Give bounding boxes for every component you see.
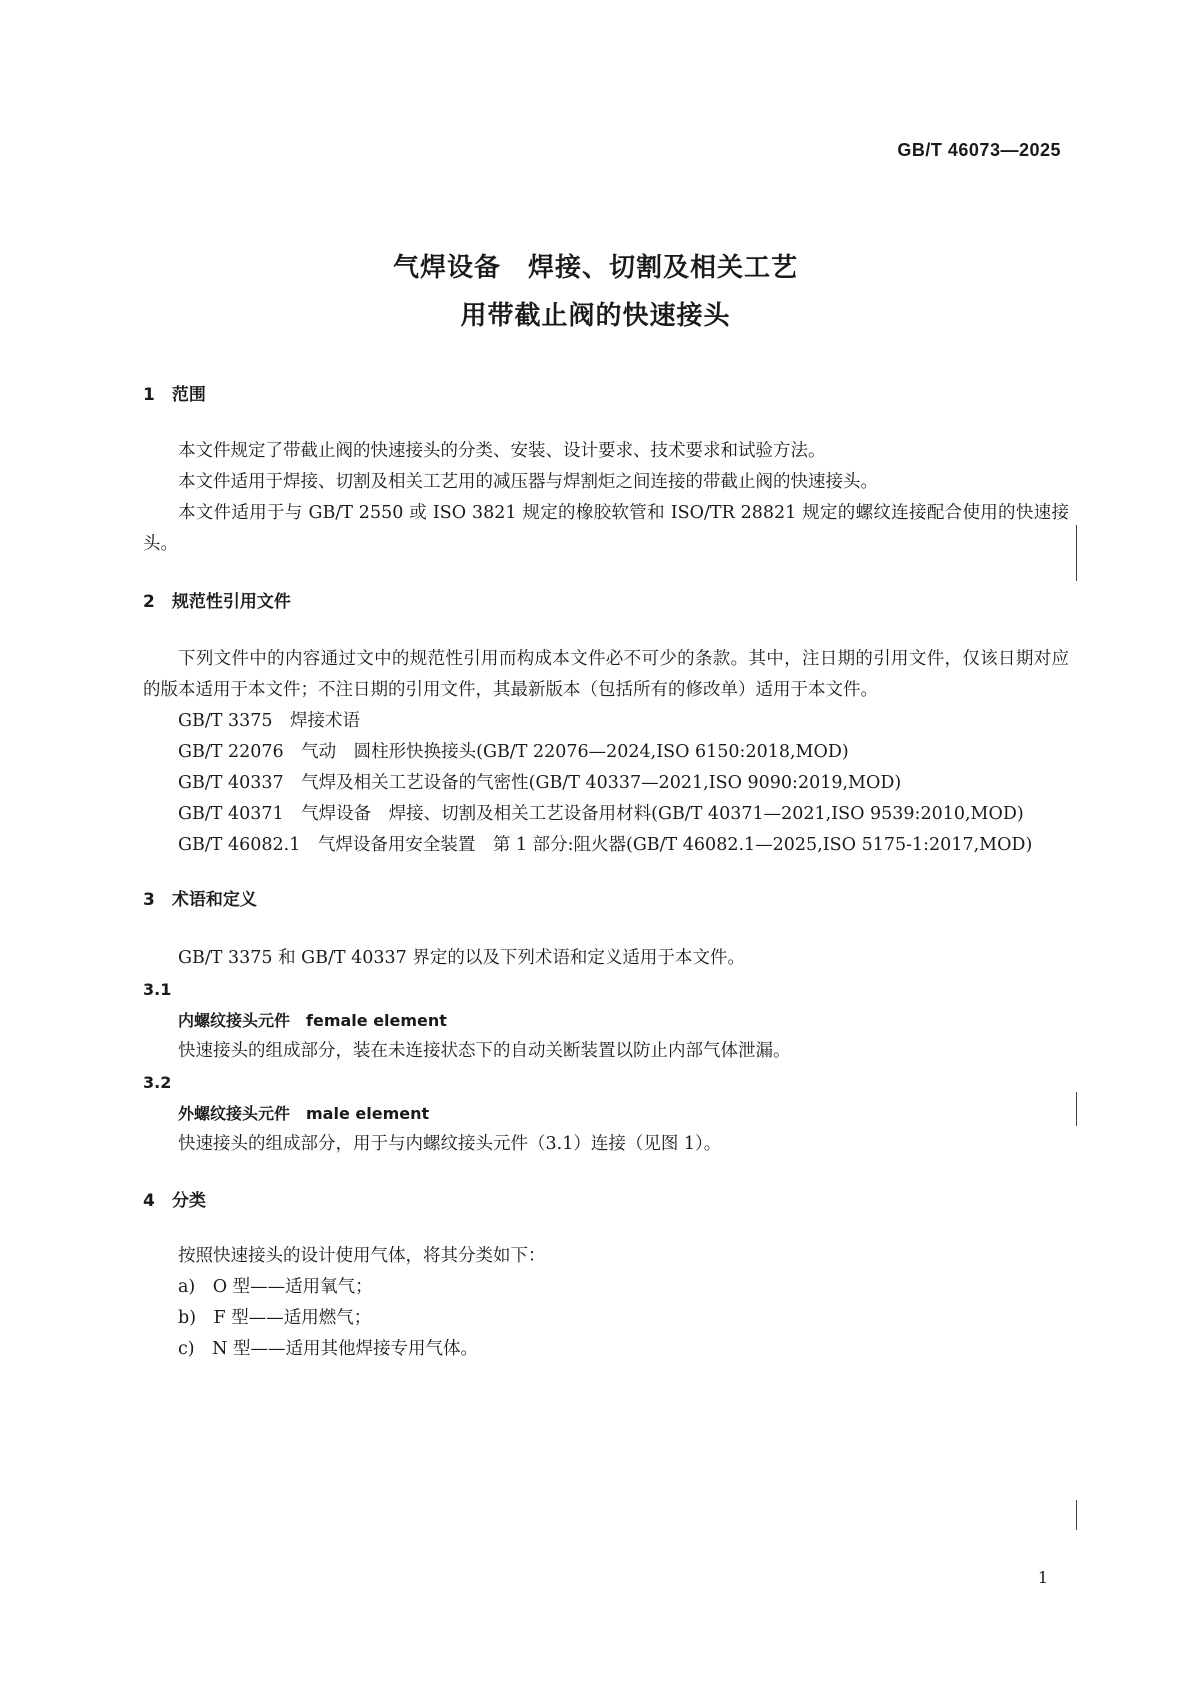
- term-name: 内螺纹接头元件 female element: [178, 1011, 447, 1030]
- terms-intro: GB/T 3375 和 GB/T 40337 界定的以及下列术语和定义适用于本文件。: [178, 948, 745, 968]
- scope-paragraph-1: 本文件规定了带截止阀的快速接头的分类、安装、设计要求、技术要求和试验方法。: [178, 441, 826, 461]
- reference-item: GB/T 46082.1 气焊设备用安全装置 第 1 部分:阻火器(GB/T 46082.1—2025,ISO 5175-1:2017,MOD): [178, 835, 1033, 855]
- reference-item: GB/T 3375 焊接术语: [178, 711, 361, 731]
- reference-item: GB/T 22076 气动 圆柱形快换接头(GB/T 22076—2024,ISO 6150:2018,MOD): [178, 742, 849, 762]
- list-item: c) N 型——适用其他焊接专用气体。: [178, 1339, 479, 1359]
- reference-item: GB/T 40371 气焊设备 焊接、切割及相关工艺设备用材料(GB/T 40371—2021,ISO 9539:2010,MOD): [178, 804, 1024, 824]
- revision-bar: [1076, 1500, 1077, 1530]
- section-2-heading: 2 规范性引用文件: [143, 592, 291, 612]
- section-3-heading: 3 术语和定义: [143, 890, 257, 910]
- document-body: [143, 380, 1069, 1365]
- term-definition: 快速接头的组成部分，装在未连接状态下的自动关断装置以防止内部气体泄漏。: [178, 1041, 791, 1061]
- revision-bar: [1076, 525, 1077, 581]
- term-number: 3.2: [143, 1073, 172, 1092]
- list-item: a) O 型——适用氧气；: [178, 1277, 373, 1297]
- list-item: b) F 型——适用燃气；: [178, 1308, 372, 1328]
- title-line-1: 气焊设备 焊接、切割及相关工艺: [392, 253, 798, 283]
- term-definition: 快速接头的组成部分，用于与内螺纹接头元件（3.1）连接（见图 1）。: [178, 1134, 722, 1154]
- standard-code: GB/T 46073—2025: [897, 140, 1061, 160]
- page-number: 1: [1037, 1568, 1048, 1587]
- scope-paragraph-3: 本文件适用于与 GB/T 2550 或 ISO 3821 规定的橡胶软管和 ISO/TR 28821 规定的螺纹连接配合使用的快速接头。: [143, 503, 1069, 554]
- reference-item: GB/T 40337 气焊及相关工艺设备的气密性(GB/T 40337—2021,ISO 9090:2019,MOD): [178, 773, 902, 793]
- term-number: 3.1: [143, 980, 172, 999]
- term-name: 外螺纹接头元件 male element: [178, 1104, 430, 1123]
- classification-intro: 按照快速接头的设计使用气体，将其分类如下：: [178, 1246, 546, 1266]
- section-1-heading: 1 范围: [143, 385, 206, 405]
- revision-bar: [1076, 1092, 1077, 1126]
- scope-paragraph-2: 本文件适用于焊接、切割及相关工艺用的减压器与焊割炬之间连接的带截止阀的快速接头。: [178, 472, 878, 492]
- section-4-heading: 4 分类: [143, 1191, 206, 1211]
- document-title: [0, 244, 1191, 340]
- normative-intro: 下列文件中的内容通过文中的规范性引用而构成本文件必不可少的条款。其中，注日期的引用文件，仅该日期对应的版本适用于本文件；不注日期的引用文件，其最新版本（包括所有的修改单）适用于本文件。: [143, 649, 1069, 700]
- title-line-2: 用带截止阀的快速接头: [460, 301, 731, 331]
